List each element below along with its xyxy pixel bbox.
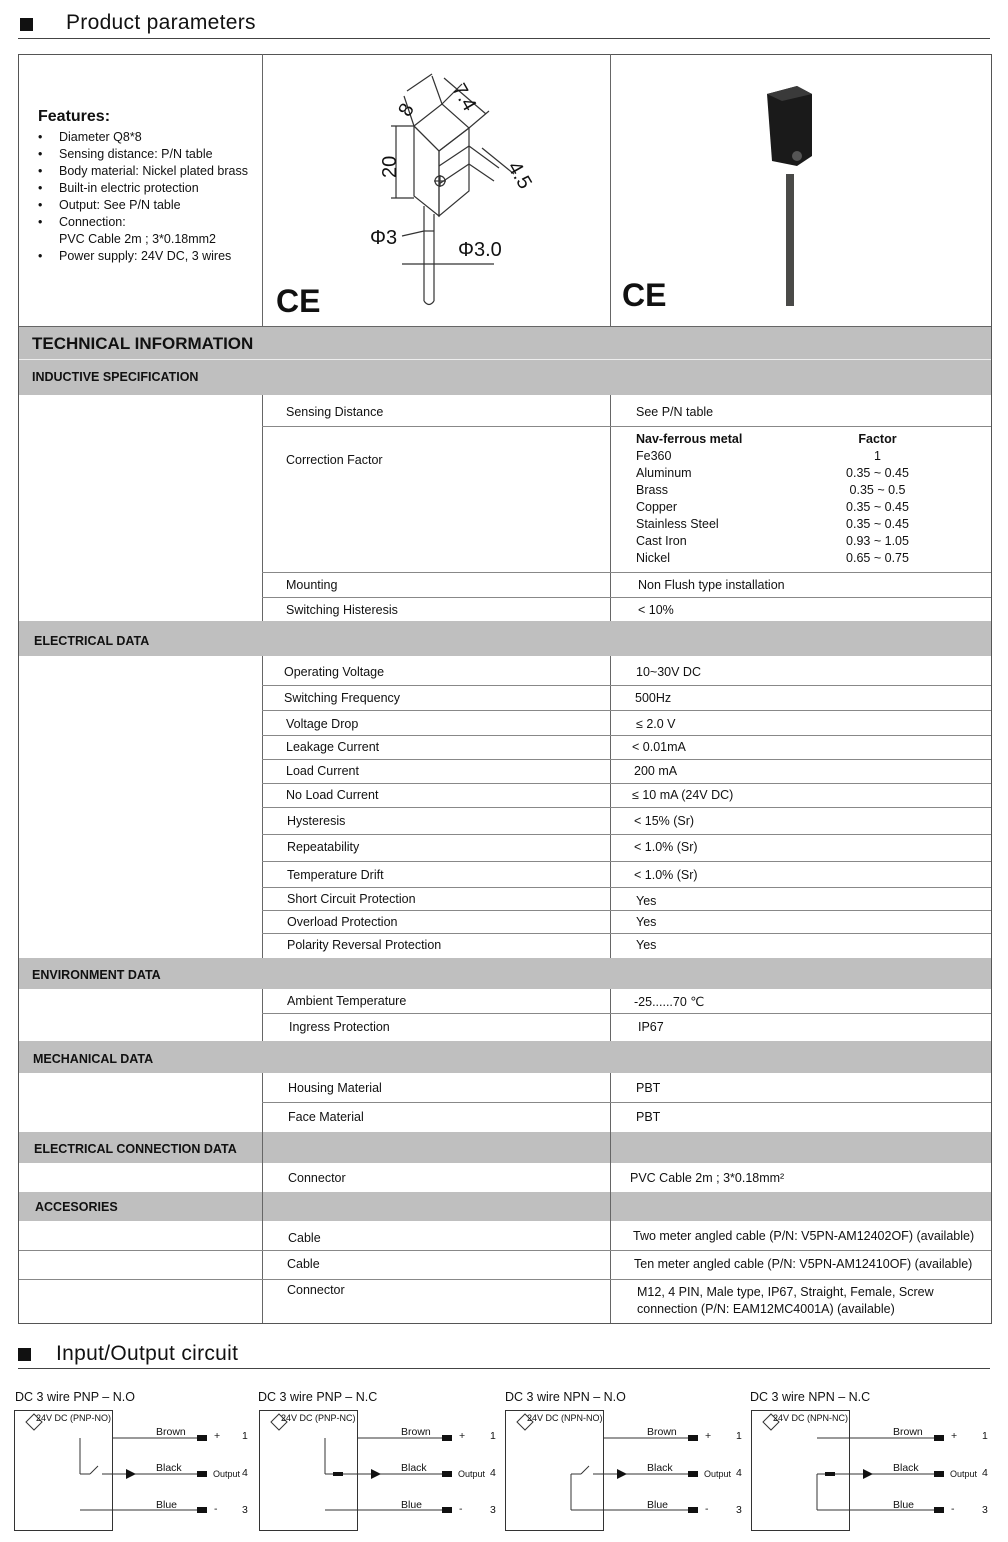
factor-material: Copper (636, 500, 677, 514)
section-title: ACCESORIES (35, 1200, 118, 1214)
factor-material: Fe360 (636, 449, 672, 463)
factor-head: Factor (858, 432, 897, 446)
wire-label: Brown (156, 1426, 186, 1438)
terminal-sign: - (214, 1503, 218, 1515)
spec-label: Sensing Distance (286, 405, 384, 419)
spec-label: Correction Factor (286, 453, 383, 467)
circuit-title: DC 3 wire PNP – N.O (15, 1390, 135, 1404)
pin-number: 3 (736, 1504, 742, 1516)
circuit-diagram (259, 1410, 499, 1532)
divider (610, 1132, 611, 1192)
pin-number: 4 (490, 1467, 496, 1479)
terminal-sign: Output (950, 1469, 978, 1479)
factor-value: 0.35 ~ 0.45 (846, 517, 909, 531)
feature-item: Built-in electric protection (59, 181, 199, 195)
factor-material: Stainless Steel (636, 517, 719, 531)
spec-label: Leakage Current (286, 740, 380, 754)
circuit-title: DC 3 wire NPN – N.O (505, 1390, 626, 1404)
section-bar (19, 958, 991, 989)
spec-value: 10~30V DC (636, 665, 701, 679)
spec-label: Cable (287, 1257, 320, 1271)
factor-value: 0.65 ~ 0.75 (846, 551, 909, 565)
spec-label: Operating Voltage (284, 665, 385, 679)
spec-label: Overload Protection (287, 915, 398, 929)
spec-value: PBT (636, 1110, 661, 1124)
terminal-sign: + (459, 1430, 466, 1442)
spec-label: Repeatability (287, 840, 360, 854)
features-block (38, 108, 258, 126)
ce-mark-icon: CE (622, 277, 667, 313)
divider (19, 1279, 991, 1280)
divider (262, 933, 991, 934)
feature-item: Power supply: 24V DC, 3 wires (59, 249, 232, 263)
divider (610, 54, 611, 326)
feature-item: Body material: Nickel plated brass (59, 164, 248, 178)
spec-value: Yes (636, 938, 657, 952)
header-rule (18, 38, 990, 39)
spec-label: No Load Current (286, 788, 379, 802)
product-photo (612, 56, 990, 324)
terminal-sign: Output (458, 1469, 486, 1479)
pin-number: 3 (490, 1504, 496, 1516)
terminal-sign: - (459, 1503, 463, 1515)
feature-item: Output: See P/N table (59, 198, 181, 212)
pin-number: 3 (982, 1504, 988, 1516)
factor-material: Aluminum (636, 466, 692, 480)
divider (262, 807, 991, 808)
divider (262, 759, 991, 760)
spec-value: See P/N table (636, 405, 714, 419)
divider (262, 861, 991, 862)
spec-value: Two meter angled cable (P/N: V5PN-AM12402OF) (available) (633, 1229, 975, 1243)
spec-value: ≤ 10 mA (24V DC) (632, 788, 734, 802)
pin-number: 1 (490, 1430, 496, 1442)
divider (262, 1013, 991, 1014)
spec-label: Temperature Drift (287, 868, 384, 882)
dim-label: Φ3 (370, 227, 398, 249)
divider (262, 597, 991, 598)
factor-values (830, 431, 925, 567)
terminal-sign: + (951, 1430, 958, 1442)
spec-value: Ten meter angled cable (P/N: V5PN-AM12410OF) (available) (634, 1257, 973, 1271)
circuit-box-label: 24V DC (NPN-NC) (773, 1413, 849, 1423)
factor-material: Cast Iron (636, 534, 687, 548)
terminal-sign: + (705, 1430, 712, 1442)
spec-value: < 1.0% (Sr) (634, 868, 698, 882)
factor-materials (636, 431, 796, 567)
spec-label: Switching Histeresis (286, 603, 398, 617)
spec-value: < 15% (Sr) (634, 814, 695, 828)
features-list: • Diameter Q8*8 • Sensing distance: P/N table • Body material: Nickel plated brass • Built-in electric protection • Output: See P/N table • Connection: PVC Cable 2m ; 3*0.18mm2 • Power supply: 24V DC, 3 wires (38, 130, 248, 263)
section-title: INDUCTIVE SPECIFICATION (32, 370, 199, 384)
pin-number: 1 (736, 1430, 742, 1442)
circuit-title: DC 3 wire PNP – N.C (258, 1390, 378, 1404)
spec-value: Yes (636, 894, 657, 908)
section-title: MECHANICAL DATA (33, 1052, 154, 1066)
divider (262, 572, 991, 573)
section-title: ENVIRONMENT DATA (32, 968, 161, 982)
pin-number: 4 (736, 1467, 742, 1479)
divider (19, 326, 991, 327)
ce-mark-icon: CE (276, 283, 321, 319)
divider (262, 1192, 263, 1323)
spec-value: connection (P/N: EAM12MC4001A) (available) (637, 1302, 895, 1316)
wire-label: Blue (156, 1499, 178, 1511)
dim-label: 8 (394, 99, 419, 121)
divider (262, 54, 263, 326)
divider (262, 1102, 991, 1103)
circuit-title: DC 3 wire NPN – N.C (750, 1390, 871, 1404)
factor-value: 0.35 ~ 0.45 (846, 500, 909, 514)
divider (262, 426, 991, 427)
spec-label: Ingress Protection (289, 1020, 390, 1034)
factor-value: 1 (874, 449, 881, 463)
spec-label: Ambient Temperature (287, 994, 407, 1008)
wire-label: Brown (893, 1426, 923, 1438)
dim-label: 20 (379, 155, 401, 178)
section-title: ELECTRICAL CONNECTION DATA (34, 1142, 237, 1156)
spec-label: Mounting (286, 578, 338, 592)
dim-label: 4.5 (502, 157, 536, 193)
dimension-drawing (264, 56, 609, 324)
pin-number: 4 (982, 1467, 988, 1479)
wire-label: Blue (401, 1499, 423, 1511)
divider (610, 989, 611, 1041)
spec-label: Switching Frequency (284, 691, 401, 705)
divider (262, 395, 263, 621)
divider (262, 989, 263, 1041)
spec-label: Face Material (288, 1110, 364, 1124)
spec-value: PBT (636, 1081, 661, 1095)
section-bar (19, 1192, 991, 1221)
spec-value: < 10% (638, 603, 674, 617)
pin-number: 1 (242, 1430, 248, 1442)
section-bullet-icon (18, 1348, 31, 1361)
features-title: Features: (38, 108, 111, 125)
spec-value: < 0.01mA (632, 740, 686, 754)
terminal-sign: Output (213, 1469, 241, 1479)
spec-value: M12, 4 PIN, Male type, IP67, Straight, Female, Screw (637, 1285, 934, 1299)
divider (610, 395, 611, 621)
terminal-sign: - (705, 1503, 709, 1515)
section-title: ELECTRICAL DATA (34, 634, 150, 648)
feature-item: Sensing distance: P/N table (59, 147, 213, 161)
spec-value: ≤ 2.0 V (636, 717, 676, 731)
divider (262, 783, 991, 784)
factor-value: 0.35 ~ 0.45 (846, 466, 909, 480)
circuit-diagram (14, 1410, 252, 1532)
spec-label: Short Circuit Protection (287, 892, 416, 906)
section-bullet-icon (20, 18, 33, 31)
wire-label: Black (893, 1462, 919, 1474)
feature-item: PVC Cable 2m ; 3*0.18mm2 (59, 232, 217, 246)
wire-label: Brown (401, 1426, 431, 1438)
factor-value: 0.93 ~ 1.05 (846, 534, 909, 548)
feature-item: Connection: (59, 215, 126, 229)
section-bar (19, 1041, 991, 1073)
spec-value: IP67 (638, 1020, 664, 1034)
circuit-box-label: 24V DC (NPN-NO) (527, 1413, 603, 1423)
spec-label: Hysteresis (287, 814, 346, 828)
factor-material: Brass (636, 483, 668, 497)
spec-value: Yes (636, 915, 657, 929)
divider (610, 1192, 611, 1323)
wire-label: Black (156, 1462, 182, 1474)
divider (262, 910, 991, 911)
wire-label: Black (401, 1462, 427, 1474)
spec-value: Non Flush type installation (638, 578, 785, 592)
tech-info-title: TECHNICAL INFORMATION (32, 334, 254, 353)
divider (262, 887, 991, 888)
wire-label: Blue (647, 1499, 669, 1511)
pin-number: 1 (982, 1430, 988, 1442)
spec-label: Connector (288, 1171, 346, 1185)
wire-label: Brown (647, 1426, 677, 1438)
section-bar (19, 621, 991, 656)
circuit-box-label: 24V DC (PNP-NC) (281, 1413, 356, 1423)
pin-number: 3 (242, 1504, 248, 1516)
circuit-diagram (505, 1410, 745, 1532)
wire-label: Blue (893, 1499, 915, 1511)
factor-material: Nickel (636, 551, 671, 565)
spec-value: < 1.0% (Sr) (634, 840, 698, 854)
divider (262, 834, 991, 835)
divider (19, 1250, 991, 1251)
spec-label: Load Current (286, 764, 359, 778)
io-title: Input/Output circuit (56, 1342, 239, 1365)
spec-value: PVC Cable 2m ; 3*0.18mm² (630, 1171, 785, 1185)
divider (262, 735, 991, 736)
spec-value: -25......70 ℃ (634, 995, 705, 1009)
factor-value: 0.35 ~ 0.5 (849, 483, 906, 497)
divider (262, 1132, 263, 1192)
spec-value: 200 mA (634, 764, 678, 778)
dim-label: 7.4 (447, 79, 481, 115)
feature-item: Diameter Q8*8 (59, 130, 142, 144)
divider (262, 685, 991, 686)
terminal-sign: Output (704, 1469, 732, 1479)
terminal-sign: + (214, 1430, 221, 1442)
spec-label: Connector (287, 1283, 345, 1297)
spec-label: Housing Material (288, 1081, 382, 1095)
spec-label: Polarity Reversal Protection (287, 938, 442, 952)
pin-number: 4 (242, 1467, 248, 1479)
factor-head: Nav-ferrous metal (636, 432, 743, 446)
circuit-box-label: 24V DC (PNP-NO) (36, 1413, 112, 1423)
io-rule (18, 1368, 990, 1369)
dim-label: Φ3.0 (458, 239, 502, 261)
wire-label: Black (647, 1462, 673, 1474)
spec-label: Cable (288, 1231, 321, 1245)
terminal-sign: - (951, 1503, 955, 1515)
spec-label: Voltage Drop (286, 717, 359, 731)
divider (262, 710, 991, 711)
spec-value: 500Hz (635, 691, 672, 705)
circuit-diagram (751, 1410, 991, 1532)
product-parameters-title: Product parameters (66, 11, 256, 34)
